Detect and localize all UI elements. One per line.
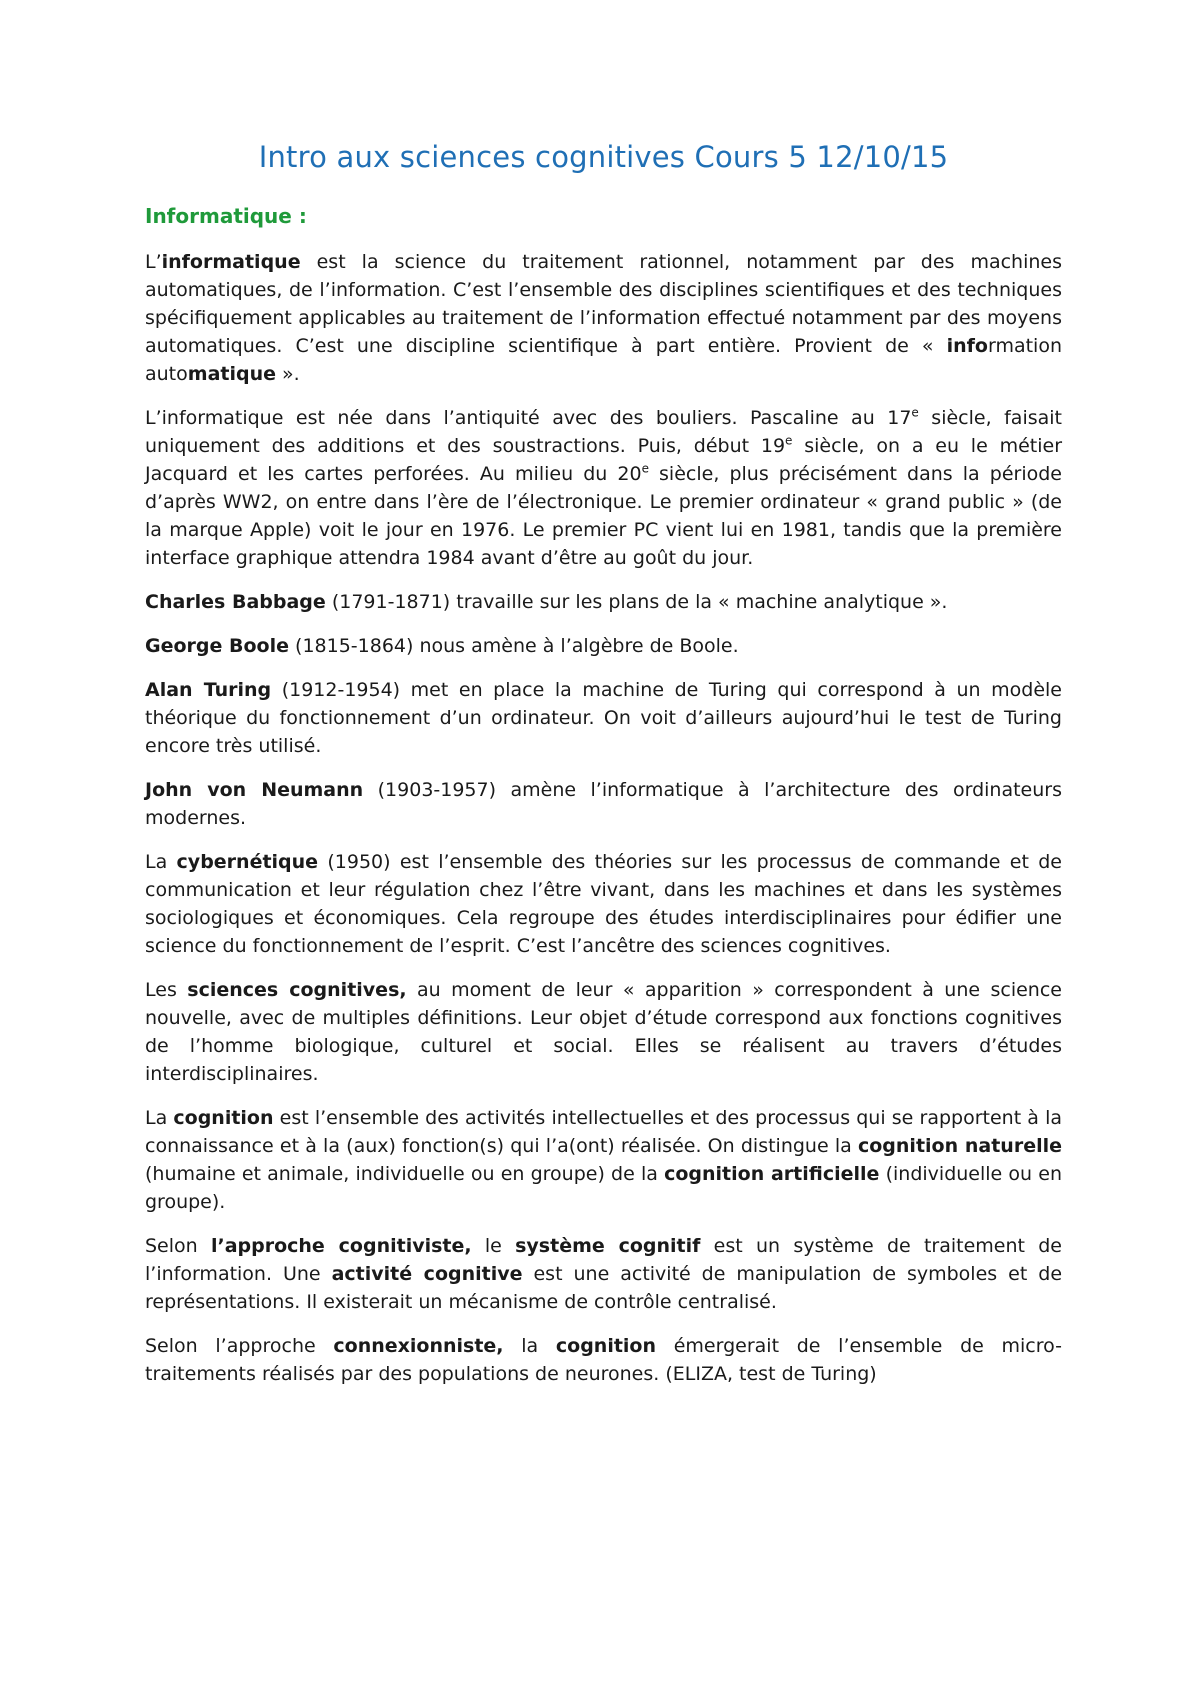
text-run: émergerait de l’ensemble de micro-traitements réalisés par des populations de neurones. (ELIZA, test de Turing) [145, 1335, 1062, 1385]
document-title: Intro aux sciences cognitives Cours 5 12/10/15 [258, 140, 949, 174]
bold-term: connexionniste, [333, 1335, 504, 1357]
paragraph [145, 676, 1062, 760]
text-run: au moment de leur « apparition » correspondent à une science nouvelle, avec de multiples définitions. Leur objet d’étude correspond aux fonctions cognitives de l’homme biologique, culturel et social. Elles se réalisent au travers d’études interdisciplinaires. [145, 979, 1062, 1085]
text-run: (1903-1957) amène l’informatique à l’architecture des ordinateurs modernes. [145, 779, 1063, 829]
text-run: (individuelle ou en groupe). [145, 1163, 1062, 1213]
text-run: (1791-1871) travaille sur les plans de la « machine analytique ». [325, 591, 948, 613]
bold-term: cognition [173, 1107, 274, 1129]
text-run: rmation auto [145, 335, 1062, 385]
text-run: le [471, 1235, 516, 1257]
text-run: Selon [145, 1235, 211, 1257]
text-run: (1815-1864) nous amène à l’algèbre de Boole. [289, 635, 739, 657]
bold-term: activité cognitive [331, 1263, 523, 1285]
paragraph [145, 588, 1062, 616]
text-run: (1912-1954) met en place la machine de Turing qui correspond à un modèle théorique du fonctionnement d’un ordinateur. On voit d’ailleurs aujourd’hui le test de Turing encore très utilisé. [145, 679, 1062, 757]
bold-term: George Boole [145, 635, 289, 657]
superscript: e [911, 405, 919, 420]
bold-term: cognition [555, 1335, 657, 1357]
paragraph [145, 848, 1062, 960]
paragraph [145, 776, 1062, 832]
superscript: e [641, 461, 649, 476]
bold-term: informatique [161, 251, 301, 273]
bold-term: sciences cognitives, [187, 979, 407, 1001]
bold-term: cognition naturelle [857, 1135, 1063, 1157]
bold-term: Alan Turing [145, 679, 272, 701]
text-run: est l’ensemble des activités intellectuelles et des processus qui se rapportent à la connaissance et à la (aux) fonction(s) qui l’a(ont) réalisée. On distingue la [145, 1107, 1062, 1157]
text-run: est la science du traitement rationnel, notamment par des machines automatiques, de l’information. C’est l’ensemble des disciplines scientifiques et des techniques spécifiquement applicables au traitement de l’information effectué notamment par des moyens automatiques. C’est une discipline scientifique à part entière. Provient de « [145, 251, 1062, 357]
text-run: (humaine et animale, individuelle ou en groupe) de la [145, 1163, 665, 1185]
bold-term: système cognitif [515, 1235, 701, 1257]
bold-term: matique [187, 363, 276, 385]
text-run: La [145, 851, 177, 873]
bold-term: Charles Babbage [145, 591, 326, 613]
text-run: est un système de traitement de l’information. Une [145, 1235, 1062, 1285]
text-run: La [145, 1107, 174, 1129]
bold-term: John von Neumann [145, 779, 364, 801]
paragraph [145, 632, 1062, 660]
text-run: (1950) est l’ensemble des théories sur les processus de commande et de communication et leur régulation chez l’être vivant, dans les machines et dans les systèmes sociologiques et économiques. Cela regroupe des études interdisciplinaires pour édifier une science du fonctionnement de l’esprit. C’est l’ancêtre des sciences cognitives. [145, 851, 1062, 957]
text-run: siècle, plus précisément dans la période d’après WW2, on entre dans l’ère de l’électronique. Le premier ordinateur « grand public » (de la marque Apple) voit le jour en 1976. Le premier PC vient lui en 1981, tandis que la première interface graphique attendra 1984 avant d’être au goût du jour. [145, 463, 1062, 569]
document-page [145, 140, 1062, 1404]
superscript: e [785, 433, 793, 448]
bold-term: cybernétique [176, 851, 319, 873]
bold-term: cognition artificielle [664, 1163, 880, 1185]
paragraph [145, 1104, 1062, 1216]
bold-term: l’approche cognitiviste, [210, 1235, 472, 1257]
document-body [145, 248, 1062, 1388]
text-run: L’ [145, 251, 162, 273]
bold-term: info [946, 335, 988, 357]
text-run: est une activité de manipulation de symboles et de représentations. Il existerait un mécanisme de contrôle centralisé. [145, 1263, 1063, 1313]
paragraph [145, 248, 1062, 388]
text-run: Selon l’approche [145, 1335, 334, 1357]
text-run: siècle, on a eu le métier Jacquard et les cartes perforées. Au milieu du 20 [145, 435, 1062, 485]
text-run: la [503, 1335, 556, 1357]
paragraph [145, 404, 1062, 572]
text-run: L’informatique est née dans l’antiquité avec des bouliers. Pascaline au 17 [145, 407, 912, 429]
text-run: ». [276, 363, 300, 385]
paragraph [145, 976, 1062, 1088]
section-heading: Informatique : [145, 204, 307, 228]
paragraph [145, 1232, 1062, 1316]
text-run: Les [145, 979, 188, 1001]
paragraph [145, 1332, 1062, 1388]
text-run: siècle, faisait uniquement des additions et des soustractions. Puis, début 19 [145, 407, 1062, 457]
